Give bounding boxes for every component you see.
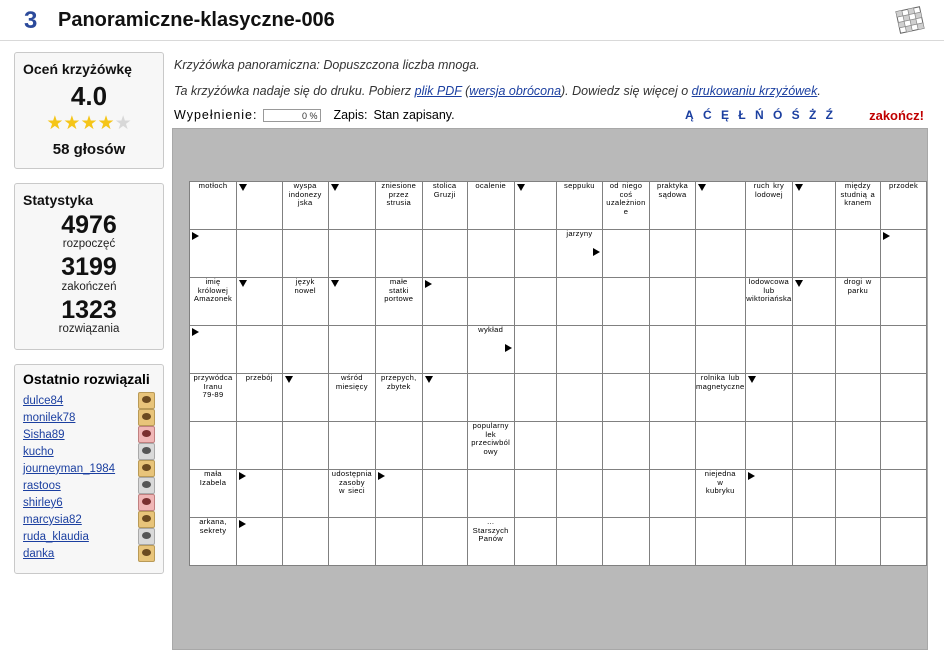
clue-cell — [835, 278, 881, 326]
stat-value-started: 4976 — [61, 211, 117, 239]
letter-cell[interactable] — [328, 326, 375, 374]
clue-cell — [745, 278, 793, 326]
clue-line: sekrety — [199, 525, 227, 535]
clue-cell — [556, 230, 602, 278]
fill-progress-value: 0 % — [263, 109, 321, 122]
clue-line: lek — [485, 429, 496, 439]
clue-line: przepych, — [380, 373, 417, 382]
stat-label-solved: rozwiązania — [58, 322, 120, 335]
grid-row — [190, 518, 927, 566]
clue-cell — [422, 182, 467, 230]
clue-line: małe — [389, 277, 408, 286]
list-item[interactable] — [23, 546, 155, 562]
arrow-right-icon — [425, 280, 432, 288]
grid-row — [190, 278, 927, 326]
letter-cell[interactable] — [881, 470, 927, 518]
letter-cell[interactable] — [602, 374, 649, 422]
user-link[interactable]: dulce84 — [23, 394, 64, 407]
letter-cell[interactable] — [835, 470, 881, 518]
list-item[interactable] — [23, 410, 155, 426]
user-link[interactable]: Sisha89 — [23, 428, 65, 441]
letter-cell[interactable] — [556, 374, 602, 422]
avatar — [138, 494, 155, 511]
clue-cell — [602, 182, 649, 230]
letter-cell[interactable] — [602, 422, 649, 470]
letter-cell[interactable] — [328, 278, 375, 326]
letter-cell[interactable] — [745, 518, 793, 566]
clue-line: udostępnia zasoby — [331, 469, 372, 487]
letter-cell[interactable] — [328, 518, 375, 566]
finish-button[interactable]: zakończ! — [869, 108, 924, 123]
clue-cell — [282, 278, 328, 326]
letter-cell[interactable] — [328, 230, 375, 278]
letter-cell[interactable] — [835, 326, 881, 374]
letter-cell[interactable] — [514, 374, 556, 422]
letter-cell[interactable] — [881, 422, 927, 470]
letter-cell[interactable] — [556, 470, 602, 518]
letter-cell[interactable] — [793, 422, 835, 470]
clue-line: Gruzji — [433, 189, 456, 199]
letter-cell[interactable] — [237, 230, 283, 278]
letter-cell[interactable] — [514, 422, 556, 470]
clue-line: wśród — [341, 373, 363, 382]
letter-cell[interactable] — [282, 326, 328, 374]
user-link[interactable]: marcysia82 — [23, 513, 82, 526]
letter-cell[interactable] — [375, 326, 422, 374]
clue-line: kranem — [844, 198, 872, 207]
avatar — [138, 545, 155, 562]
printing-help-link[interactable]: drukowaniu krzyżówek — [691, 84, 818, 98]
print-info-paren-close: ). Dowiedz się więcej o — [561, 84, 692, 98]
clue-line: lodowcowa — [748, 277, 790, 286]
letter-cell[interactable] — [835, 230, 881, 278]
letter-cell[interactable] — [602, 518, 649, 566]
rating-stars[interactable] — [23, 114, 155, 133]
letter-cell[interactable] — [835, 374, 881, 422]
clue-line: jska — [297, 198, 313, 207]
letter-cell[interactable] — [793, 230, 835, 278]
save-status: Stan zapisany. — [373, 108, 455, 122]
arrow-down-icon — [331, 280, 339, 287]
letter-cell[interactable] — [422, 230, 467, 278]
arrow-right-icon — [192, 232, 199, 240]
clue-line: uzależnion — [606, 198, 646, 207]
letter-cell[interactable] — [649, 278, 695, 326]
user-link[interactable]: kucho — [23, 445, 54, 458]
letter-cell[interactable] — [190, 230, 237, 278]
arrow-down-icon — [748, 376, 756, 383]
user-link[interactable]: shirley6 — [23, 496, 63, 509]
letter-cell[interactable] — [237, 422, 283, 470]
clue-cell — [375, 374, 422, 422]
clue-line: sądowa — [658, 189, 687, 199]
page-title: Panoramiczne-klasyczne-006 — [58, 9, 335, 31]
letter-cell[interactable] — [422, 326, 467, 374]
arrow-down-icon — [425, 376, 433, 383]
clue-cell — [649, 182, 695, 230]
letter-cell[interactable] — [237, 182, 283, 230]
letter-cell[interactable] — [881, 374, 927, 422]
letter-cell[interactable] — [696, 182, 745, 230]
letter-cell[interactable] — [881, 278, 927, 326]
statistics-title: Statystyka — [23, 192, 94, 208]
list-item[interactable] — [23, 427, 155, 443]
clue-line: lodowej — [754, 189, 783, 199]
letter-cell[interactable] — [793, 182, 835, 230]
letter-cell[interactable] — [190, 422, 237, 470]
letter-cell[interactable] — [649, 230, 695, 278]
letter-cell[interactable] — [602, 230, 649, 278]
clue-line: praktyka — [656, 181, 689, 190]
clue-cell — [696, 470, 745, 518]
arrow-right-icon — [748, 472, 755, 480]
letter-cell[interactable] — [602, 278, 649, 326]
letter-cell[interactable] — [793, 518, 835, 566]
clue-line: Starszych — [472, 525, 509, 535]
letter-cell[interactable] — [375, 518, 422, 566]
clue-line: seppuku — [564, 181, 595, 190]
avatar — [138, 392, 155, 409]
clue-line: wykład — [478, 325, 504, 334]
letter-cell[interactable] — [514, 470, 556, 518]
letter-cell[interactable] — [514, 230, 556, 278]
letter-cell[interactable] — [649, 374, 695, 422]
arrow-right-icon — [378, 472, 385, 480]
letter-cell[interactable] — [282, 470, 328, 518]
grid-row — [190, 182, 927, 230]
letter-cell[interactable] — [696, 422, 745, 470]
arrow-down-icon — [239, 184, 247, 191]
letter-cell[interactable] — [375, 230, 422, 278]
clue-line: wyspa — [293, 181, 317, 190]
print-info-paren-open: ( — [461, 84, 470, 98]
letter-cell[interactable] — [745, 374, 793, 422]
recent-solvers-title: Ostatnio rozwiązali — [23, 370, 150, 387]
clue-line: coś — [619, 189, 633, 199]
clue-line: zniesione — [381, 181, 417, 190]
grid-row — [190, 470, 927, 518]
clue-cell — [190, 278, 237, 326]
status-bar — [174, 108, 928, 122]
letter-cell[interactable] — [835, 422, 881, 470]
user-link[interactable]: journeyman_1984 — [23, 462, 116, 475]
clue-line: stolica — [432, 181, 457, 190]
letter-cell[interactable] — [514, 278, 556, 326]
letter-cell[interactable] — [237, 518, 283, 566]
clue-cell — [237, 374, 283, 422]
clue-cell — [745, 182, 793, 230]
clue-cell — [190, 518, 237, 566]
clue-line: e — [623, 206, 629, 216]
rating-value: 4.0 — [70, 81, 108, 111]
clue-cell — [467, 182, 514, 230]
clue-line: przodek — [888, 181, 919, 190]
letter-cell[interactable] — [881, 230, 927, 278]
letter-cell[interactable] — [467, 278, 514, 326]
arrow-right-icon — [883, 232, 890, 240]
letter-cell[interactable] — [422, 374, 467, 422]
letter-cell[interactable] — [467, 374, 514, 422]
clue-line: kubryku — [705, 486, 735, 495]
letter-cell[interactable] — [328, 182, 375, 230]
letter-cell[interactable] — [793, 374, 835, 422]
letter-cell[interactable] — [556, 422, 602, 470]
letter-cell[interactable] — [649, 326, 695, 374]
list-item[interactable] — [23, 478, 155, 494]
grid-row — [190, 374, 927, 422]
clue-cell — [282, 182, 328, 230]
avatar — [138, 409, 155, 426]
clue-line: od niego — [609, 181, 643, 190]
clue-line: statki — [389, 285, 409, 295]
statistics-panel — [14, 183, 164, 350]
letter-cell[interactable] — [696, 326, 745, 374]
list-item[interactable] — [23, 461, 155, 477]
letter-cell[interactable] — [649, 470, 695, 518]
grid-row — [190, 422, 927, 470]
clue-line: rolnika lub — [700, 373, 740, 382]
letter-cell[interactable] — [556, 278, 602, 326]
clue-cell — [375, 182, 422, 230]
arrow-down-icon — [698, 184, 706, 191]
letter-cell[interactable] — [467, 230, 514, 278]
clue-cell — [190, 470, 237, 518]
clue-line: 79-89 — [202, 390, 224, 399]
letter-cell[interactable] — [237, 470, 283, 518]
avatar — [138, 443, 155, 460]
star-2[interactable]: ★ — [63, 113, 81, 134]
clue-line: ocalenie — [475, 181, 507, 190]
list-item[interactable] — [23, 529, 155, 545]
letter-cell[interactable] — [696, 518, 745, 566]
letter-cell[interactable] — [835, 518, 881, 566]
clue-cell — [467, 326, 514, 374]
letter-cell[interactable] — [556, 326, 602, 374]
letter-cell[interactable] — [602, 326, 649, 374]
clue-cell — [328, 470, 375, 518]
letter-cell[interactable] — [422, 518, 467, 566]
letter-cell[interactable] — [190, 326, 237, 374]
letter-cell[interactable] — [237, 278, 283, 326]
clue-cell — [696, 374, 745, 422]
page-header — [0, 0, 944, 41]
clue-line: Amazonek — [193, 294, 233, 303]
clue-line: magnetyczne — [696, 381, 745, 391]
avatar — [138, 426, 155, 443]
letter-cell[interactable] — [649, 518, 695, 566]
letter-cell[interactable] — [467, 470, 514, 518]
letter-cell[interactable] — [745, 470, 793, 518]
letter-cell[interactable] — [514, 518, 556, 566]
avatar — [138, 528, 155, 545]
arrow-down-icon — [517, 184, 525, 191]
arrow-right-icon — [593, 248, 600, 256]
letter-cell[interactable] — [514, 326, 556, 374]
letter-cell[interactable] — [793, 326, 835, 374]
stat-label-finished: zakończeń — [61, 280, 117, 293]
star-3[interactable]: ★ — [80, 113, 98, 134]
arrow-down-icon — [239, 280, 247, 287]
user-link[interactable]: danka — [23, 547, 55, 560]
arrow-right-icon — [192, 328, 199, 336]
clue-cell — [190, 182, 237, 230]
letter-cell[interactable] — [556, 518, 602, 566]
list-item[interactable] — [23, 393, 155, 409]
clue-line: strusia — [386, 198, 411, 207]
rotated-version-link[interactable]: wersja obrócona — [469, 84, 562, 98]
sidebar — [14, 52, 164, 588]
clue-cell — [556, 182, 602, 230]
arrow-down-icon — [795, 280, 803, 287]
clue-line: portowe — [384, 294, 414, 303]
puzzle-number: 3 — [24, 7, 38, 34]
arrow-right-icon — [239, 472, 246, 480]
main-content — [172, 52, 928, 650]
clue-line: przywódca Iranu — [193, 373, 233, 391]
letter-cell[interactable] — [696, 230, 745, 278]
clue-line: zbytek — [386, 381, 411, 391]
crossword-grid-icon — [894, 4, 926, 36]
arrow-right-icon — [505, 344, 512, 352]
clue-line: język — [295, 277, 315, 286]
crossword-board[interactable] — [172, 128, 928, 650]
star-1[interactable]: ★ — [46, 113, 64, 134]
arrow-down-icon — [285, 376, 293, 383]
letter-cell[interactable] — [375, 422, 422, 470]
letter-cell[interactable] — [282, 518, 328, 566]
avatar — [138, 477, 155, 494]
rating-panel — [14, 52, 164, 169]
letter-cell[interactable] — [881, 326, 927, 374]
letter-cell[interactable] — [282, 422, 328, 470]
letter-cell[interactable] — [649, 422, 695, 470]
user-link[interactable]: rastoos — [23, 479, 61, 492]
clue-line: imię — [205, 277, 221, 286]
clue-cell — [190, 374, 237, 422]
star-4[interactable]: ★ — [97, 113, 115, 134]
letter-cell[interactable] — [745, 230, 793, 278]
clue-cell — [375, 278, 422, 326]
avatar — [138, 460, 155, 477]
clue-line: między — [844, 181, 871, 190]
clue-cell — [881, 182, 927, 230]
clue-line: przeciwból — [471, 438, 511, 447]
clue-line: arkana, — [199, 517, 227, 526]
clue-line: indonezy — [288, 189, 322, 199]
clue-line: ruch kry — [753, 181, 785, 190]
avatar — [138, 511, 155, 528]
clue-line: drogi w — [844, 277, 872, 286]
print-info-prefix: Ta krzyżówka nadaje się do druku. Pobierz — [174, 84, 415, 98]
stat-label-started: rozpoczęć — [62, 238, 116, 251]
clue-line: miesięcy — [335, 381, 368, 391]
fill-label: Wypełnienie: — [174, 108, 258, 122]
clue-cell — [467, 518, 514, 566]
list-item[interactable] — [23, 444, 155, 460]
clue-line: Izabela — [199, 477, 227, 487]
letter-cell[interactable] — [696, 278, 745, 326]
crossword-grid[interactable] — [189, 181, 927, 566]
clue-line: niejedna — [704, 469, 736, 478]
letter-cell[interactable] — [881, 518, 927, 566]
list-item[interactable] — [23, 512, 155, 528]
clue-line: ... — [487, 517, 495, 526]
save-label: Zapis: — [333, 108, 368, 122]
grid-row — [190, 230, 927, 278]
pdf-link[interactable]: plik PDF — [414, 84, 462, 98]
print-info-suffix: . — [817, 84, 821, 98]
letter-cell[interactable] — [745, 422, 793, 470]
grid-row — [190, 326, 927, 374]
user-link[interactable]: ruda_klaudia — [23, 530, 89, 543]
user-link[interactable]: monilek78 — [23, 411, 76, 424]
letter-cell[interactable] — [328, 422, 375, 470]
clue-cell — [835, 182, 881, 230]
recent-solvers-panel — [14, 364, 164, 574]
rating-votes: 58 głosów — [52, 141, 126, 158]
clue-line: przez — [388, 189, 409, 199]
letter-cell[interactable] — [282, 230, 328, 278]
letter-cell[interactable] — [745, 326, 793, 374]
star-5[interactable]: ★ — [114, 113, 132, 134]
letter-cell[interactable] — [422, 470, 467, 518]
puzzle-description: Krzyżówka panoramiczna: Dopuszczona liczba mnoga. — [174, 58, 480, 72]
stat-value-solved: 1323 — [61, 295, 117, 324]
letter-cell[interactable] — [793, 278, 835, 326]
letter-cell[interactable] — [602, 470, 649, 518]
clue-line: jarzyny — [566, 229, 593, 238]
letter-cell[interactable] — [422, 278, 467, 326]
letter-cell[interactable] — [282, 374, 328, 422]
clue-line: lub — [763, 285, 775, 295]
letter-cell[interactable] — [793, 470, 835, 518]
letter-cell[interactable] — [237, 326, 283, 374]
arrow-down-icon — [795, 184, 803, 191]
diacritics-toolbar[interactable]: Ą Ć Ę Ł Ń Ó Ś Ż Ź — [684, 108, 836, 122]
letter-cell[interactable] — [514, 182, 556, 230]
stat-value-finished: 3199 — [61, 253, 117, 282]
clue-line: w — [717, 477, 724, 487]
clue-line: Panów — [478, 534, 504, 543]
rating-title: Oceń krzyżówkę — [23, 61, 132, 77]
clue-line: nowel — [294, 285, 316, 295]
clue-cell — [328, 374, 375, 422]
letter-cell[interactable] — [375, 470, 422, 518]
arrow-right-icon — [239, 520, 246, 528]
clue-line: przebój — [245, 373, 273, 382]
list-item[interactable] — [23, 495, 155, 511]
clue-line: parku — [847, 285, 869, 295]
clue-line: w sieci — [338, 486, 365, 495]
clue-line: mała — [204, 469, 222, 478]
clue-line: studnią a — [840, 189, 876, 199]
clue-line: motłoch — [198, 181, 228, 190]
arrow-down-icon — [331, 184, 339, 191]
clue-line: wiktoriańska — [746, 294, 792, 303]
clue-line: owy — [483, 446, 498, 456]
print-info-line — [174, 84, 928, 98]
clue-line: popularny — [472, 421, 509, 430]
clue-cell — [467, 422, 514, 470]
letter-cell[interactable] — [422, 422, 467, 470]
clue-line: królowej — [197, 285, 229, 295]
